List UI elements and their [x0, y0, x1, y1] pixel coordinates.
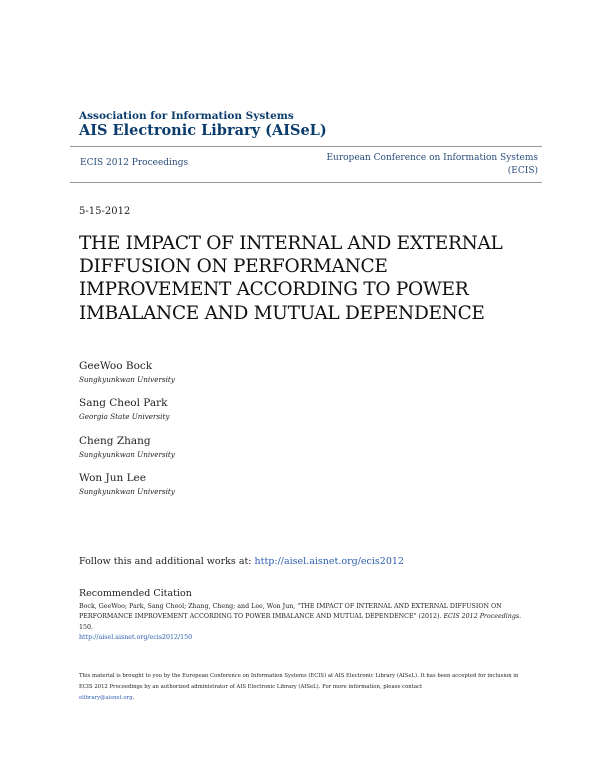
author-affiliation: Georgia State University	[79, 412, 170, 421]
author-entry	[79, 397, 169, 421]
author-entry	[79, 360, 175, 384]
author-affiliation: Sungkyunkwan University	[79, 487, 175, 496]
author-name: Sang Cheol Park	[79, 397, 168, 409]
author-affiliation: Sungkyunkwan University	[79, 450, 175, 459]
author-entry	[79, 472, 175, 496]
author-affiliation: Sungkyunkwan University	[79, 375, 175, 384]
citation-body: Bock, GeeWoo; Park, Sang Cheol; Zhang, Cheng; and Lee, Won Jun, "THE IMPACT OF INTERNAL AND EXTERNAL DIFFUSION ON PERFORMANCE IMPROVEMENT ACCORDING TO POWER IMBALANCE AND MUTUAL DEPENDENCE" (2012).	[79, 603, 502, 621]
footer-text: This material is brought to you by the European Conference on Information Systems (ECIS) at AIS Electronic Library (AISeL). It has been accepted for inclusion in ECIS 2012 Proceedings by an authorized administrator of AIS Electronic Library (AISeL). For more information, please contact	[79, 673, 519, 690]
paper-title: THE IMPACT OF INTERNAL AND EXTERNAL DIFFUSION ON PERFORMANCE IMPROVEMENT ACCORDING TO POWER IMBALANCE AND MUTUAL DEPENDENCE	[79, 233, 503, 324]
library-name[interactable]: AIS Electronic Library (AISeL)	[79, 122, 327, 139]
citation-number: . 150.	[79, 613, 522, 631]
proceedings-bar	[70, 146, 542, 183]
author-name: Cheng Zhang	[79, 435, 151, 447]
collection-link[interactable]: http://aisel.aisnet.org/ecis2012	[254, 556, 404, 567]
follow-text: Follow this and additional works at:	[79, 556, 255, 567]
footer-notice	[79, 671, 524, 704]
citation-text	[79, 602, 529, 643]
citation-link[interactable]: http://aisel.aisnet.org/ecis2012/150	[79, 633, 193, 641]
association-name: Association for Information Systems	[79, 110, 294, 122]
contact-email-link[interactable]: elibrary@aisnet.org	[79, 695, 133, 701]
author-entry	[79, 435, 175, 459]
publication-date: 5-15-2012	[79, 206, 131, 217]
footer-end: .	[132, 695, 135, 701]
follow-line	[79, 556, 404, 567]
conference-link[interactable]: European Conference on Information Systems (ECIS)	[326, 153, 538, 176]
recommended-citation-heading: Recommended Citation	[79, 588, 192, 599]
author-name: Won Jun Lee	[79, 472, 146, 484]
citation-source: ECIS 2012 Proceedings	[443, 613, 520, 621]
author-name: GeeWoo Bock	[79, 360, 153, 372]
proceedings-link[interactable]: ECIS 2012 Proceedings	[80, 158, 189, 168]
